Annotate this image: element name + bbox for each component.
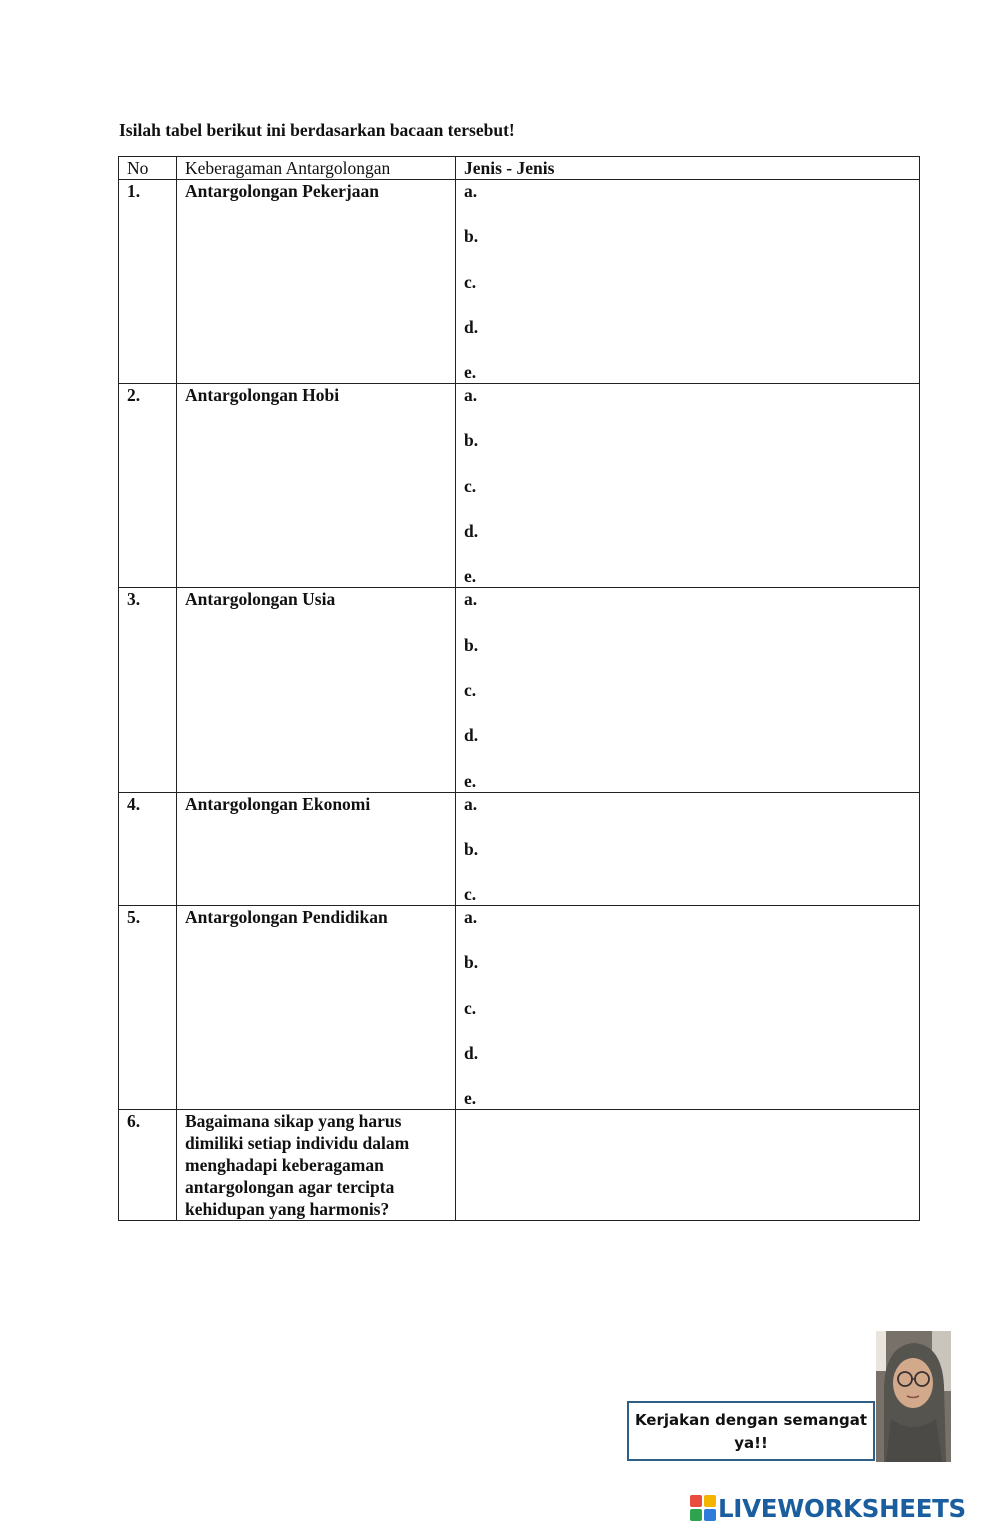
- row-number: 2.: [119, 384, 177, 588]
- row-category: Antargolongan Ekonomi: [177, 792, 456, 906]
- teacher-photo: [876, 1331, 951, 1462]
- table-row: [119, 792, 920, 906]
- option-slot[interactable]: a.: [464, 907, 478, 928]
- option-slot[interactable]: e.: [464, 1088, 477, 1109]
- option-slot[interactable]: b.: [464, 430, 479, 451]
- note-box: [627, 1401, 875, 1461]
- row-number: 3.: [119, 588, 177, 792]
- option-slot[interactable]: b.: [464, 838, 479, 859]
- brand-tile: [704, 1509, 716, 1521]
- header-no: No: [119, 157, 177, 180]
- row-options: [456, 906, 920, 1110]
- brand-name: LIVEWORKSHEETS: [718, 1493, 966, 1523]
- answer-field[interactable]: [456, 1110, 920, 1221]
- table-row: [119, 588, 920, 792]
- row-options: [456, 384, 920, 588]
- option-slot[interactable]: d.: [464, 521, 479, 542]
- instruction-text: Isilah tabel berikut ini berdasarkan bacaan tersebut!: [119, 120, 515, 140]
- row-options: [456, 792, 920, 906]
- teacher-portrait-image: [876, 1331, 951, 1462]
- brand-tile: [690, 1509, 702, 1521]
- option-slot[interactable]: a.: [464, 181, 478, 201]
- option-slot[interactable]: a.: [464, 589, 478, 610]
- brand-tile: [690, 1495, 702, 1507]
- row-category: Antargolongan Pekerjaan: [177, 180, 456, 384]
- option-slot[interactable]: e.: [464, 770, 477, 791]
- option-slot[interactable]: c.: [464, 884, 477, 905]
- row-category: Antargolongan Usia: [177, 588, 456, 792]
- option-slot[interactable]: d.: [464, 1043, 479, 1064]
- row-number: 6.: [119, 1110, 177, 1221]
- row-category: Antargolongan Pendidikan: [177, 906, 456, 1110]
- option-slot[interactable]: b.: [464, 634, 479, 655]
- row-category: Antargolongan Hobi: [177, 384, 456, 588]
- header-types: Jenis - Jenis: [456, 157, 920, 180]
- row-options: [456, 588, 920, 792]
- option-slot[interactable]: b.: [464, 226, 479, 247]
- option-slot[interactable]: d.: [464, 316, 479, 337]
- option-slot[interactable]: e.: [464, 362, 477, 383]
- option-slot[interactable]: e.: [464, 566, 477, 587]
- row-number: 1.: [119, 180, 177, 384]
- table-row: [119, 180, 920, 384]
- note-text: Kerjakan dengan semangat ya!!: [634, 1411, 868, 1452]
- option-slot[interactable]: c.: [464, 997, 477, 1018]
- option-slot[interactable]: a.: [464, 793, 478, 814]
- table-row: [119, 384, 920, 588]
- option-slot[interactable]: d.: [464, 725, 479, 746]
- brand-tile: [704, 1495, 716, 1507]
- row-options: [456, 180, 920, 384]
- option-slot[interactable]: c.: [464, 475, 477, 496]
- question-row: [119, 1110, 920, 1221]
- brand-logo: [690, 1490, 966, 1526]
- brand-mark-icon: [690, 1495, 716, 1521]
- option-slot[interactable]: c.: [464, 679, 477, 700]
- table-row: [119, 906, 920, 1110]
- table-header-row: [119, 157, 920, 180]
- worksheet-table: [118, 156, 920, 1221]
- option-slot[interactable]: a.: [464, 385, 478, 406]
- question-text: Bagaimana sikap yang harus dimiliki setiap individu dalam menghadapi keberagaman antargolongan agar tercipta kehidupan yang harmonis?: [177, 1110, 456, 1221]
- row-number: 4.: [119, 792, 177, 906]
- option-slot[interactable]: b.: [464, 952, 479, 973]
- header-category: Keberagaman Antargolongan: [177, 157, 456, 180]
- row-number: 5.: [119, 906, 177, 1110]
- option-slot[interactable]: c.: [464, 271, 477, 292]
